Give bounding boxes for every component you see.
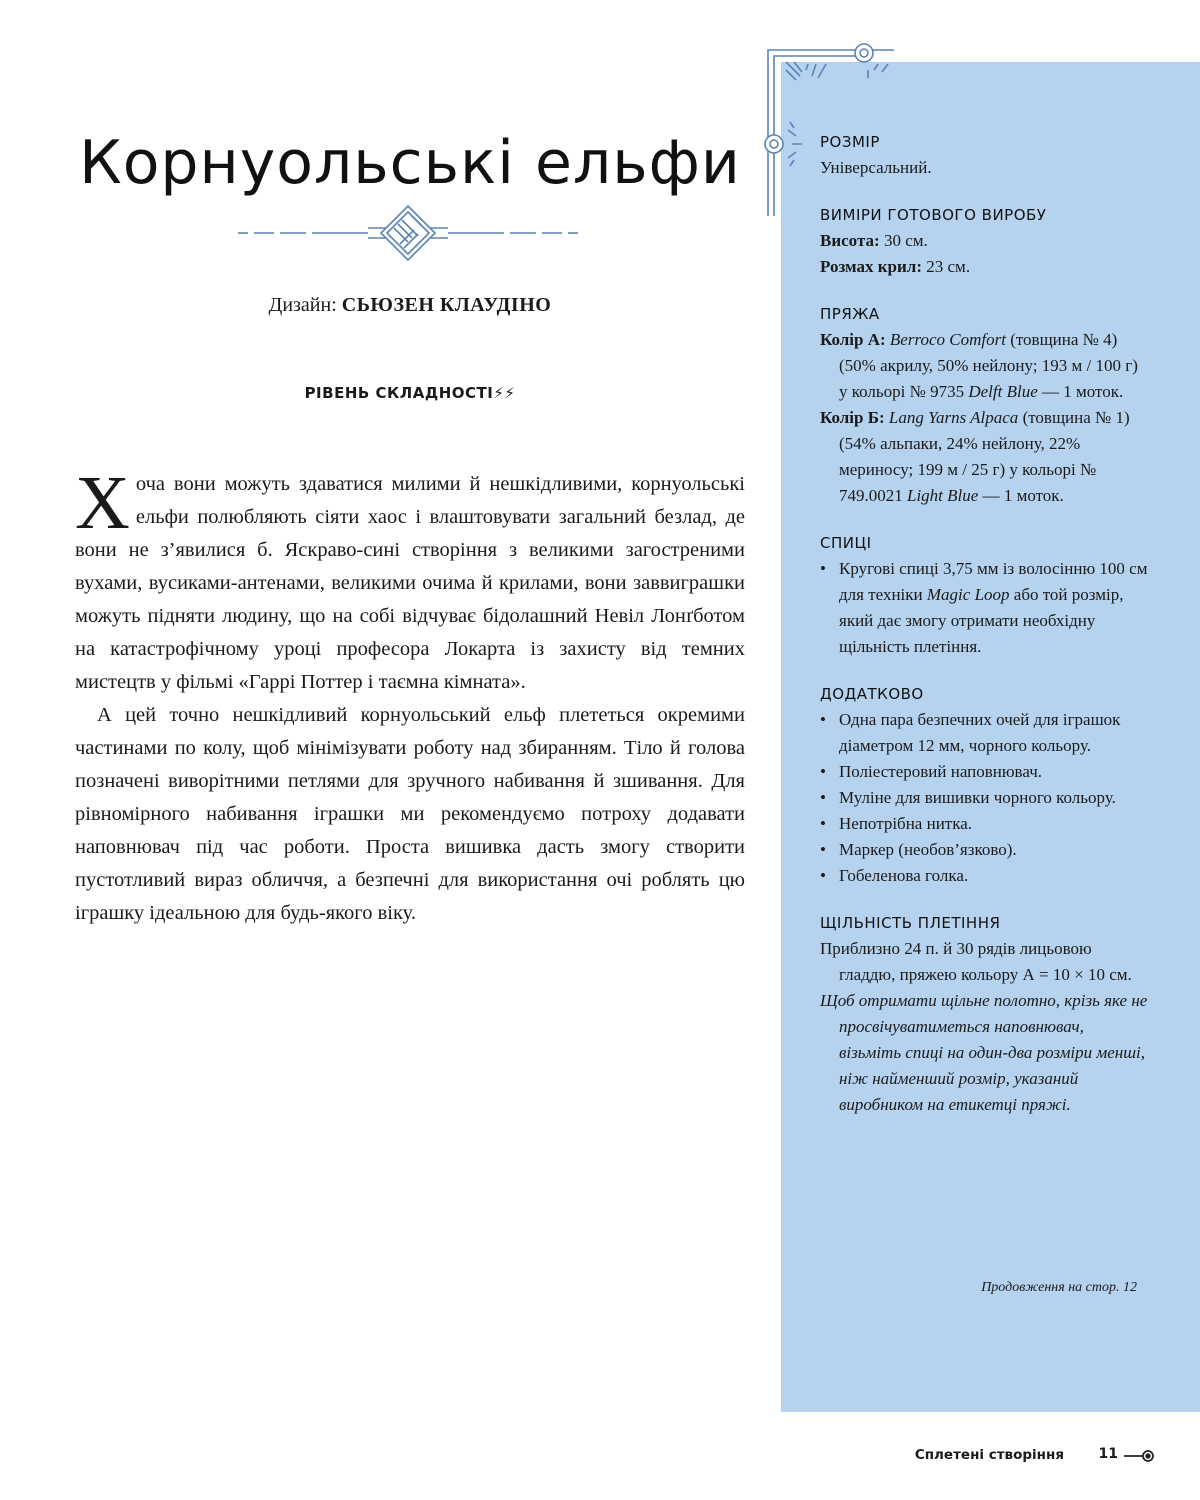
needles-technique: Magic Loop [926,585,1010,604]
yarn-b-brand: Lang Yarns Alpaca [888,408,1019,427]
notions-section [820,684,1150,889]
notions-list [820,707,1150,889]
intro-paragraph-1 [75,461,745,699]
yarn-a-color: Delft Blue [968,382,1038,401]
measurements-section [820,205,1150,280]
book-title: Сплетені створіння [914,1447,1064,1463]
gauge-text: Приблизно 24 п. й 30 рядів лицьовою гладдю, пряжею кольору А = 10 × 10 см. [820,939,1132,984]
list-item: • Одна пара безпечних очей для іграшок діаметром 12 мм, чорного кольору. [820,707,1150,759]
list-item: • Гобеленова голка. [820,863,1150,889]
lightning-icon: ⚡⚡ [493,384,516,402]
needles-heading: СПИЦІ [820,534,872,552]
height-line [820,228,1150,254]
measurements-heading: ВИМІРИ ГОТОВОГО ВИРОБУ [820,206,1047,224]
designer-credit [70,294,750,317]
intro-paragraph-1-text: оча вони можуть здаватися милими й нешкідливими, корнуольські ельфи полюбляють сіяти хаос і влаштовувати загальний безлад, де вони не з’явилися б. Яскраво-сині створіння з великими загостреними вухами, вусиками-антенами, великими очима й крилами, вони заввиграшки можуть підняти людину, що на собі відчуває бідолашний Невіл Лонґботом на катастрофічному уроці професора Локарта із захисту від темних мистецтв у фільмі «Гаррі Поттер і таємна кімната». [75,473,745,693]
yarn-a-details: (товщина № 4) (50% акрилу, 50% нейлону; 193 м / 100 г) у кольорі № 9735 [839,330,1138,401]
list-item: • Поліестеровий наповнювач. [820,759,1150,785]
drop-cap: Х [75,461,130,545]
yarn-a-label: Колір А: [820,330,886,349]
wingspan-line [820,254,1150,280]
needles-section [820,533,1150,660]
needles-text-post: або той розмір, який дає змогу отримати необхідну щільність плетіння. [839,585,1124,656]
gauge-section [820,913,1150,1118]
gauge-heading: ЩІЛЬНІСТЬ ПЛЕТІННЯ [820,914,1001,932]
yarn-b-details: (товщина № 1) (54% альпаки, 24% нейлону, 22% мериносу; 199 м / 25 г) у кольорі № 749.0021 [839,408,1130,505]
designer-name: СЬЮЗЕН КЛАУДІНО [341,294,552,316]
height-value: 30 см. [883,231,928,250]
yarn-color-a [820,327,1150,405]
title-ornament-divider [236,204,580,264]
height-label: Висота: [820,231,880,250]
pattern-title: Корнуольські ельфи [79,128,741,198]
wingspan-label: Розмах крил: [820,257,923,276]
yarn-b-color: Light Blue [907,486,979,505]
yarn-a-brand: Berroco Comfort [889,330,1006,349]
needles-text-pre: Кругові спиці 3,75 мм із волосінню 100 см для техніки [839,559,1148,604]
list-item [820,556,1150,660]
needles-list [820,556,1150,660]
wingspan-value: 23 см. [926,257,971,276]
yarn-section [820,304,1150,509]
yarn-color-b [820,405,1150,509]
intro-paragraph-2: А цей точно нешкідливий корнуольський ельф плететься окремими частинами по колу, щоб мінімізувати роботу над збиранням. Тіло й голова позначені виворітними петлями для зручного набивання й зшивання. Для рівномірного набивання іграшки ми рекомендуємо потроху додавати наповнювач під час роботи. Проста вишивка дасть змогу створити пустотливий вираз обличчя, а безпечні для використання очі роблять цю іграшку ідеальною для будь-якого віку. [75,704,745,924]
yarn-b-quantity: — 1 моток. [982,486,1064,505]
list-item: • Непотрібна нитка. [820,811,1150,837]
continued-note: Продовження на стор. 12 [981,1280,1137,1295]
gauge-note: Щоб отримати щільне полотно, крізь яке не просвічуватиметься наповнювач, візьміть спиці на один-два розміри менші, ніж найменший розмір, указаний виробником на етикетці пряжі. [820,991,1148,1114]
page-marker-icon [1120,1446,1160,1466]
list-item: • Муліне для вишивки чорного кольору. [820,785,1150,811]
size-value: Універсальний. [820,158,932,177]
designer-label: Дизайн: [268,294,337,316]
difficulty-level [70,384,750,402]
intro-text [75,461,745,930]
difficulty-label: РІВЕНЬ СКЛАДНОСТІ [304,384,494,402]
list-item: • Маркер (необов’язково). [820,837,1150,863]
size-section [820,132,1150,181]
yarn-a-quantity: — 1 моток. [1042,382,1124,401]
sidebar-content [820,132,1150,1142]
page-number: 11 [1098,1446,1118,1462]
yarn-heading: ПРЯЖА [820,305,880,323]
yarn-b-label: Колір Б: [820,408,885,427]
notions-heading: ДОДАТКОВО [820,685,924,703]
size-heading: РОЗМІР [820,133,880,151]
